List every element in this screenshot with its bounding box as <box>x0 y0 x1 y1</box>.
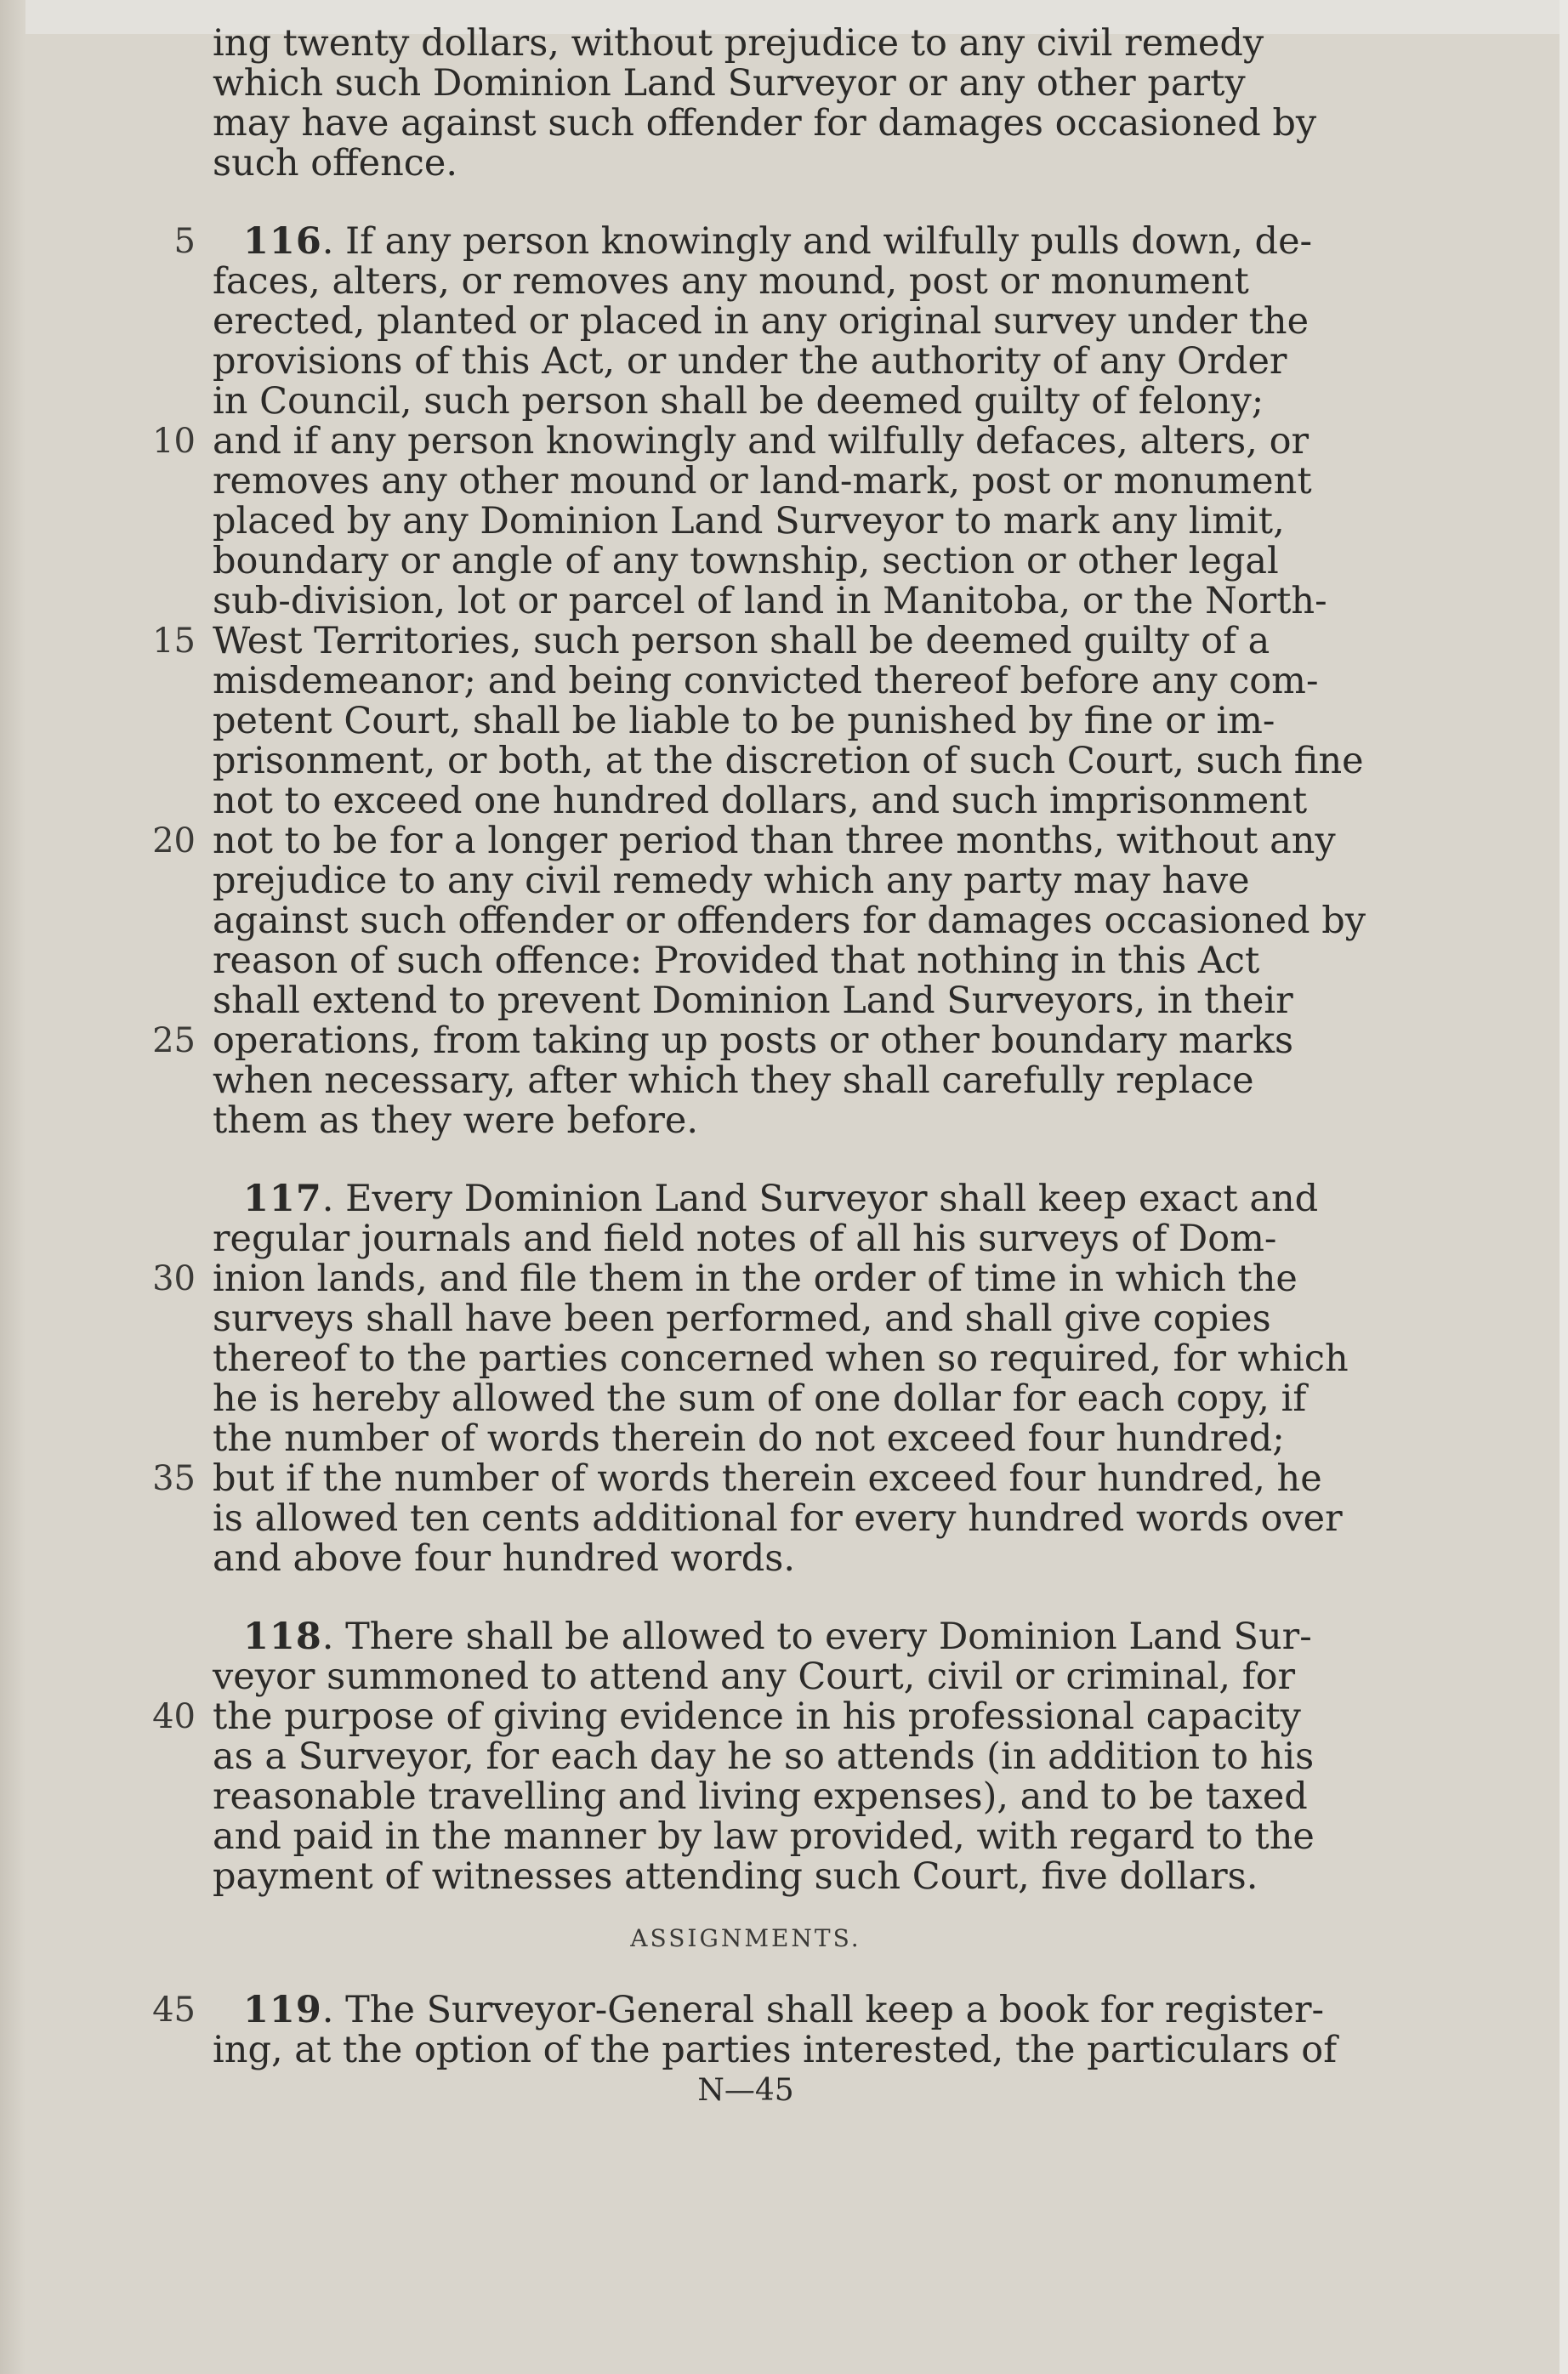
text-line <box>213 220 1313 263</box>
text-line <box>213 1178 1319 1220</box>
section-text: . The Surveyor-General shall keep a book for register- <box>321 1989 1325 2031</box>
section-number: 117 <box>243 1178 322 1220</box>
margin-line-number: 30 <box>152 1259 196 1298</box>
text-line: reasonable travelling and living expenses), and to be taxed <box>213 1775 1308 1818</box>
text-line: erected, planted or placed in any original survey under the <box>213 300 1310 343</box>
section-text: . Every Dominion Land Surveyor shall keep exact and <box>321 1178 1319 1220</box>
margin-line-number: 15 <box>152 622 196 661</box>
text-line: misdemeanor; and being convicted thereof before any com- <box>213 660 1319 702</box>
section-text: . There shall be allowed to every Dominion Land Sur- <box>321 1616 1312 1658</box>
text-line: veyor summoned to attend any Court, civil or criminal, for <box>213 1656 1296 1698</box>
text-line: sub-division, lot or parcel of land in Manitoba, or the North- <box>213 580 1327 622</box>
page-folio: N—45 <box>697 2073 794 2108</box>
text-line: such offence. <box>213 142 457 185</box>
text-line: in Council, such person shall be deemed guilty of felony; <box>213 380 1264 423</box>
text-line: against such offender or offenders for damages occasioned by <box>213 900 1366 942</box>
text-line: not to be for a longer period than three months, without any <box>213 820 1336 862</box>
text-line: the purpose of giving evidence in his professional capacity <box>213 1695 1301 1738</box>
section-number: 119 <box>243 1989 322 2031</box>
section-number: 118 <box>243 1616 322 1658</box>
text-line: provisions of this Act, or under the authority of any Order <box>213 340 1287 383</box>
margin-line-number: 45 <box>152 1991 196 2030</box>
text-line: and above four hundred words. <box>213 1537 796 1580</box>
text-line: inion lands, and file them in the order of time in which the <box>213 1258 1298 1300</box>
text-line: may have against such offender for damages occasioned by <box>213 102 1317 145</box>
text-line: but if the number of words therein exceed four hundred, he <box>213 1457 1322 1500</box>
margin-line-number: 35 <box>152 1459 196 1498</box>
text-line: is allowed ten cents additional for every hundred words over <box>213 1497 1343 1540</box>
text-line: prisonment, or both, at the discretion of such Court, such fine <box>213 740 1364 782</box>
text-line: which such Dominion Land Surveyor or any other party <box>213 62 1246 105</box>
text-line: ing twenty dollars, without prejudice to any civil remedy <box>213 22 1264 65</box>
text-line: as a Surveyor, for each day he so attends (in addition to his <box>213 1735 1315 1778</box>
text-line: surveys shall have been performed, and shall give copies <box>213 1298 1271 1340</box>
section-number: 116 <box>243 220 322 263</box>
text-line: regular journals and field notes of all his surveys of Dom- <box>213 1218 1277 1260</box>
text-line: when necessary, after which they shall carefully replace <box>213 1059 1254 1102</box>
text-line: the number of words therein do not exceed four hundred; <box>213 1417 1285 1460</box>
text-line: reason of such offence: Provided that nothing in this Act <box>213 940 1260 982</box>
margin-line-number: 10 <box>152 422 196 461</box>
text-line: West Territories, such person shall be deemed guilty of a <box>213 620 1270 662</box>
text-line: and paid in the manner by law provided, with regard to the <box>213 1815 1315 1858</box>
text-line: faces, alters, or removes any mound, post or monument <box>213 260 1249 303</box>
margin-line-number: 40 <box>152 1697 196 1736</box>
text-line: boundary or angle of any township, section or other legal <box>213 540 1279 582</box>
text-line: them as they were before. <box>213 1099 698 1142</box>
text-line: ing, at the option of the parties interested, the particulars of <box>213 2029 1338 2071</box>
text-line: placed by any Dominion Land Surveyor to mark any limit, <box>213 500 1285 542</box>
text-line: payment of witnesses attending such Court, five dollars. <box>213 1855 1258 1898</box>
text-line: and if any person knowingly and wilfully defaces, alters, or <box>213 420 1310 463</box>
section-heading-assignments: ASSIGNMENTS. <box>630 1924 861 1952</box>
text-line: thereof to the parties concerned when so required, for which <box>213 1338 1349 1380</box>
text-line: not to exceed one hundred dollars, and such imprisonment <box>213 780 1308 822</box>
margin-line-number: 5 <box>173 222 196 261</box>
margin-line-number: 20 <box>152 821 196 860</box>
text-line: operations, from taking up posts or other boundary marks <box>213 1019 1294 1062</box>
text-line: removes any other mound or land-mark, post or monument <box>213 460 1312 503</box>
text-line: shall extend to prevent Dominion Land Surveyors, in their <box>213 980 1293 1022</box>
text-line: prejudice to any civil remedy which any party may have <box>213 860 1250 902</box>
section-text: . If any person knowingly and wilfully pulls down, de- <box>321 220 1313 263</box>
margin-line-number: 25 <box>152 1021 196 1060</box>
text-line: he is hereby allowed the sum of one dollar for each copy, if <box>213 1377 1307 1420</box>
text-line <box>213 1616 1312 1658</box>
text-line: petent Court, shall be liable to be punished by fine or im- <box>213 700 1275 742</box>
text-line <box>213 1989 1325 2031</box>
